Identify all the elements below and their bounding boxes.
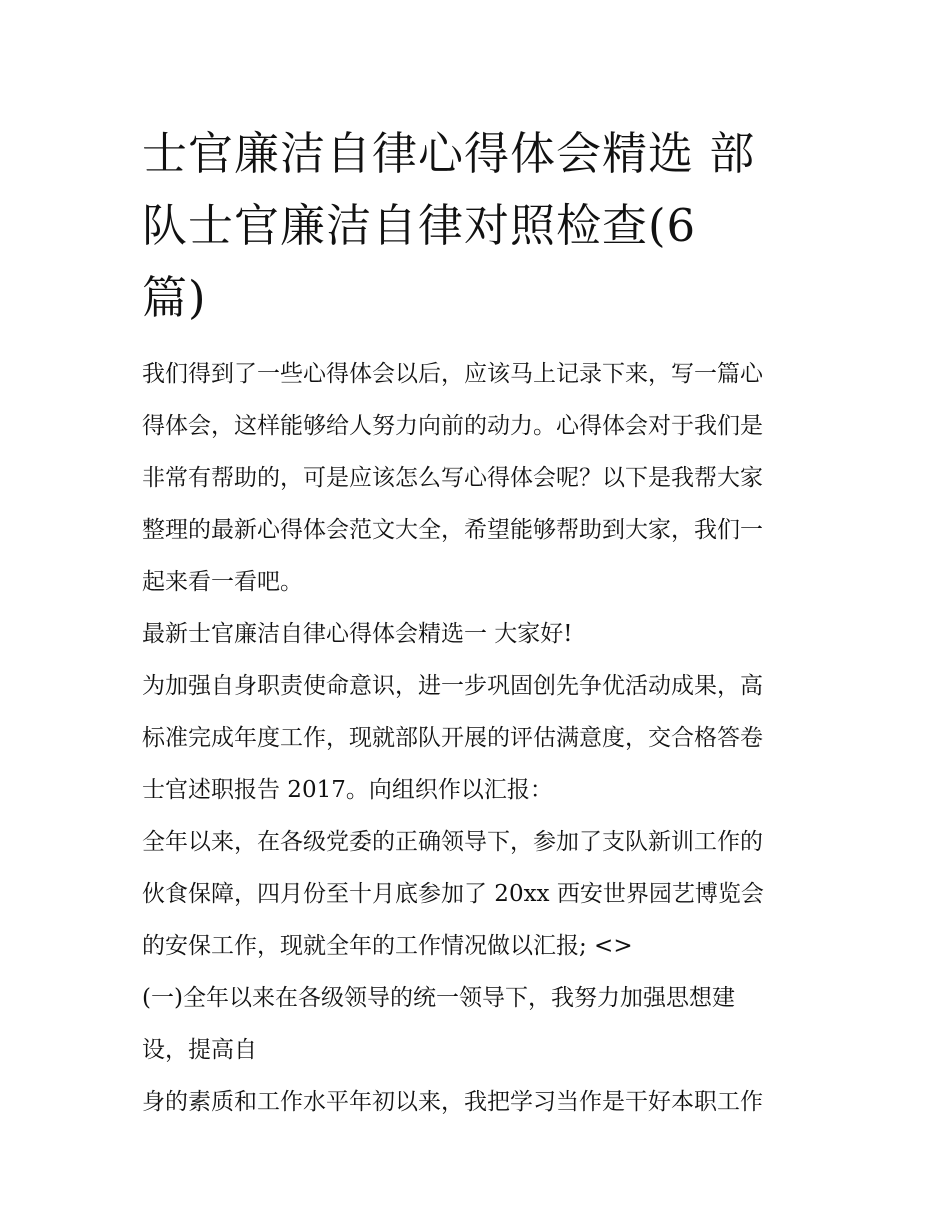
- text-line: 的安保工作，现就全年的工作情况做以汇报; <>: [142, 933, 633, 959]
- paragraph-study: [142, 1076, 822, 1128]
- title-line: 队士官廉洁自律对照检查(6: [142, 199, 697, 252]
- text-line: 整理的最新心得体会范文大全，希望能够帮助到大家，我们一: [142, 517, 763, 543]
- text-line: 最新士官廉洁自律心得体会精选一 大家好!: [142, 621, 573, 647]
- title-line: 篇): [142, 271, 207, 324]
- paragraph-purpose: [142, 660, 822, 816]
- text-line: 起来看一看吧。: [142, 569, 303, 595]
- text-line: (一)全年以来在各级领导的统一领导下，我努力加强思想建: [142, 985, 735, 1011]
- text-line: 非常有帮助的，可是应该怎么写心得体会呢？以下是我帮大家: [142, 465, 763, 491]
- paragraph-section-one: [142, 972, 822, 1076]
- document-page: [142, 118, 822, 1128]
- text-line: 标准完成年度工作，现就部队开展的评估满意度，交合格答卷: [142, 725, 763, 751]
- paragraph-year-summary: [142, 816, 822, 972]
- paragraph-intro: [142, 348, 822, 608]
- text-line: 得体会，这样能够给人努力向前的动力。心得体会对于我们是: [142, 413, 763, 439]
- document-title: [142, 118, 822, 334]
- text-line: 士官述职报告 2017。向组织作以汇报：: [142, 777, 553, 803]
- text-line: 为加强自身职责使命意识，进一步巩固创先争优活动成果，高: [142, 673, 763, 699]
- text-line: 我们得到了一些心得体会以后，应该马上记录下来，写一篇心: [142, 361, 763, 387]
- text-line: 身的素质和工作水平年初以来，我把学习当作是干好本职工作: [142, 1089, 763, 1115]
- text-line: 设，提高自: [142, 1037, 257, 1063]
- title-line: 士官廉洁自律心得体会精选 部: [142, 127, 756, 180]
- paragraph-heading-one: [142, 608, 822, 660]
- text-line: 全年以来，在各级党委的正确领导下，参加了支队新训工作的: [142, 829, 763, 855]
- text-line: 伙食保障，四月份至十月底参加了 20xx 西安世界园艺博览会: [142, 881, 764, 907]
